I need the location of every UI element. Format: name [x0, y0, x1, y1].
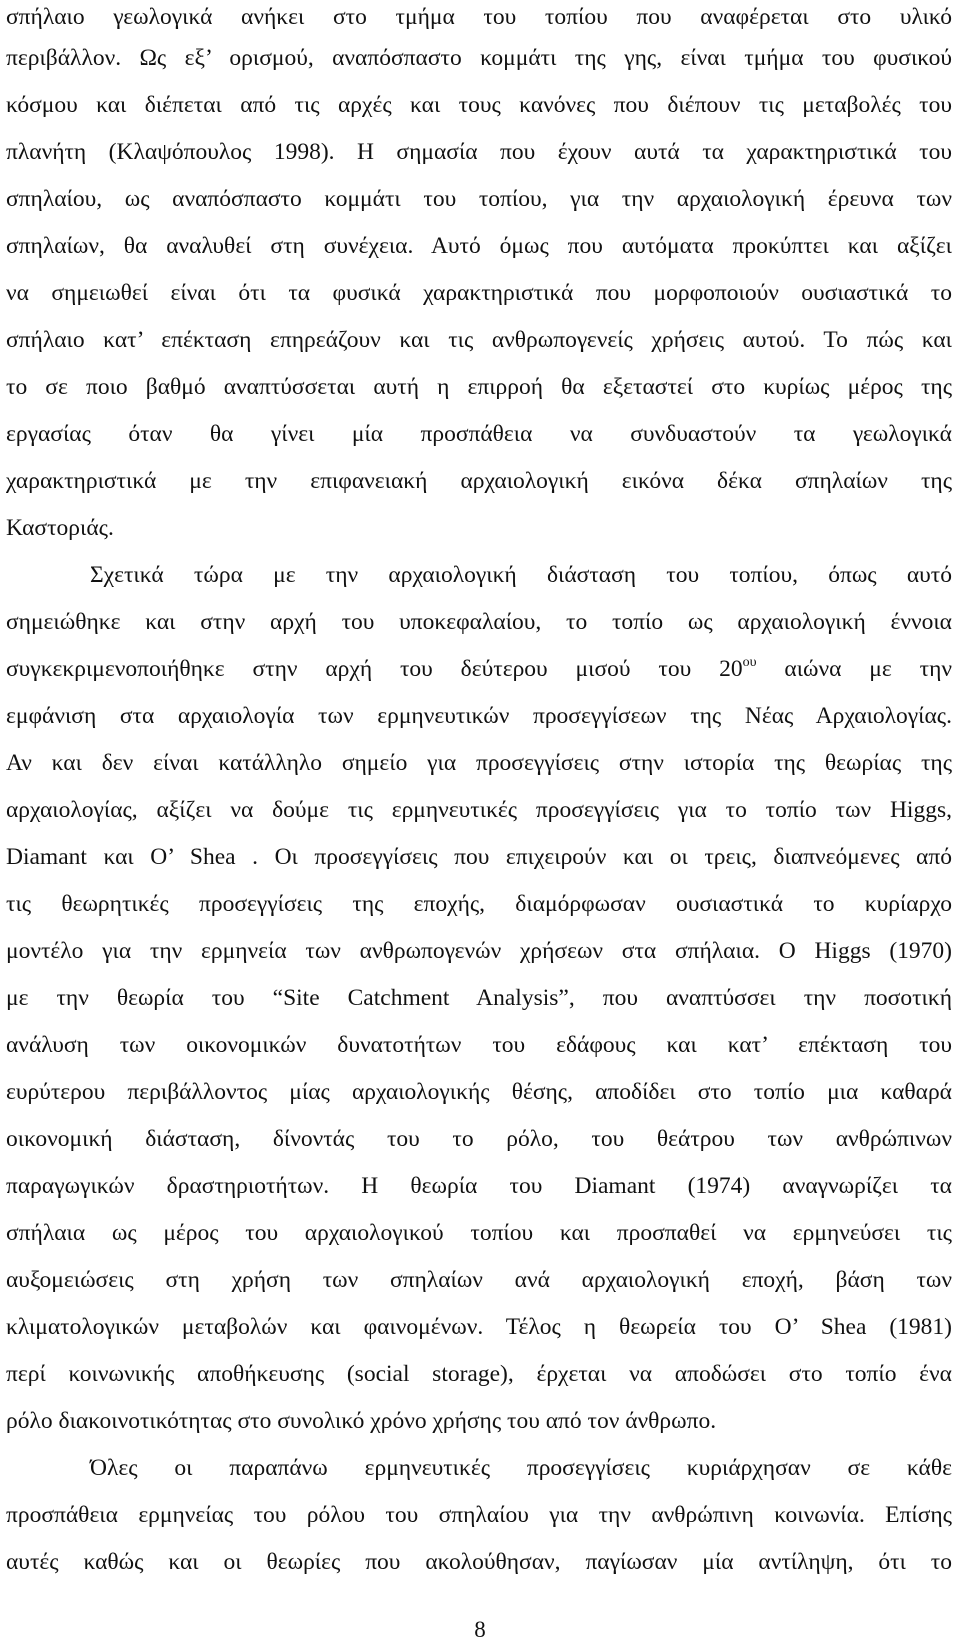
- text-line: πλανήτη (Κλαψόπουλος 1998). Η σημασία που έχουν αυτά τα χαρακτηριστικά του: [6, 139, 952, 165]
- text-line: περιβάλλον. Ως εξ’ ορισμού, αναπόσπαστο κομμάτι της γης, είναι τμήμα του φυσικού: [6, 45, 952, 71]
- text-line: αυξομειώσεις στη χρήση των σπηλαίων ανά αρχαιολογική εποχή, βάση των: [6, 1267, 952, 1293]
- text-line: αυτές καθώς και οι θεωρίες που ακολούθησαν, παγίωσαν μία αντίληψη, ότι το: [6, 1549, 952, 1575]
- paragraph-first-line: Σχετικά τώρα με την αρχαιολογική διάσταση του τοπίου, όπως αυτό: [90, 562, 952, 588]
- text-line: σπηλαίων, θα αναλυθεί στη συνέχεια. Αυτό όμως που αυτόματα προκύπτει και αξίζει: [6, 233, 952, 259]
- text-line: χαρακτηριστικά με την επιφανειακή αρχαιολογική εικόνα δέκα σπηλαίων της: [6, 468, 952, 494]
- text-line: με την θεωρία του “Site Catchment Analysis”, που αναπτύσσει την ποσοτική: [6, 985, 952, 1011]
- text-line: σπήλαια ως μέρος του αρχαιολογικού τοπίου και προσπαθεί να ερμηνεύσει τις: [6, 1220, 952, 1246]
- text-line: Καστοριάς.: [6, 515, 114, 541]
- text-line: παραγωγικών δραστηριοτήτων. Η θεωρία του Diamant (1974) αναγνωρίζει τα: [6, 1173, 952, 1199]
- page-number: 8: [474, 1617, 486, 1642]
- text-line-with-superscript: [6, 654, 952, 684]
- text-line: σπηλαίου, ως αναπόσπαστο κομμάτι του τοπίου, για την αρχαιολογική έρευνα των: [6, 186, 952, 212]
- text-line: να σημειωθεί είναι ότι τα φυσικά χαρακτηριστικά που μορφοποιούν ουσιαστικά το: [6, 280, 952, 306]
- text-line: Αν και δεν είναι κατάλληλο σημείο για προσεγγίσεις στην ιστορία της θεωρίας της: [6, 750, 952, 776]
- text-line: τις θεωρητικές προσεγγίσεις της εποχής, διαμόρφωσαν ουσιαστικά το κυρίαρχο: [6, 891, 952, 917]
- line-text: αιώνα με την: [784, 656, 953, 682]
- text-line: κλιματολογικών μεταβολών και φαινομένων. Τέλος η θεωρεία του Ο’ Shea (1981): [6, 1314, 952, 1340]
- text-line: σπήλαιο κατ’ επέκταση επηρεάζουν και τις ανθρωπογενείς χρήσεις αυτού. Το πώς και: [6, 327, 952, 353]
- text-line: εμφάνιση στα αρχαιολογία των ερμηνευτικών προσεγγίσεων της Νέας Αρχαιολογίας.: [6, 703, 952, 729]
- text-line: εργασίας όταν θα γίνει μία προσπάθεια να συνδυαστούν τα γεωλογικά: [6, 421, 952, 447]
- text-line: σημειώθηκε και στην αρχή του υποκεφαλαίου, το τοπίο ως αρχαιολογική έννοια: [6, 609, 952, 635]
- text-line: ευρύτερου περιβάλλοντος μίας αρχαιολογικής θέσης, αποδίδει στο τοπίο μια καθαρά: [6, 1079, 952, 1105]
- line-text: συγκεκριμενοποιήθηκε στην αρχή του δεύτερου μισού του 20: [6, 656, 743, 682]
- text-line: οικονομική διάσταση, δίνοντάς του το ρόλο, του θεάτρου των ανθρώπινων: [6, 1126, 952, 1152]
- text-line: κόσμου και διέπεται από τις αρχές και τους κανόνες που διέπουν τις μεταβολές του: [6, 92, 952, 118]
- text-line: ρόλο διακοινοτικότητας στο συνολικό χρόνο χρήσης του από τον άνθρωπο.: [6, 1408, 717, 1434]
- text-line: μοντέλο για την ερμηνεία των ανθρωπογενών χρήσεων στα σπήλαια. Ο Higgs (1970): [6, 938, 952, 964]
- text-line: το σε ποιο βαθμό αναπτύσσεται αυτή η επιρροή θα εξεταστεί στο κυρίως μέρος της: [6, 374, 952, 400]
- ordinal-superscript: ου: [742, 655, 757, 670]
- text-line: σπήλαιο γεωλογικά ανήκει στο τμήμα του τοπίου που αναφέρεται στο υλικό: [6, 4, 952, 30]
- text-line: προσπάθεια ερμηνείας του ρόλου του σπηλαίου για την ανθρώπινη κοινωνία. Επίσης: [6, 1502, 952, 1528]
- text-line: περί κοινωνικής αποθήκευσης (social storage), έρχεται να αποδώσει στο τοπίο ένα: [6, 1361, 952, 1387]
- text-line: ανάλυση των οικονομικών δυνατοτήτων του εδάφους και κατ’ επέκταση του: [6, 1032, 952, 1058]
- text-line: Diamant και Ο’ Shea . Οι προσεγγίσεις που επιχειρούν και οι τρεις, διαπνεόμενες από: [6, 844, 952, 870]
- text-line: αρχαιολογίας, αξίζει να δούμε τις ερμηνευτικές προσεγγίσεις για το τοπίο των Higgs,: [6, 797, 952, 823]
- paragraph-first-line: Όλες οι παραπάνω ερμηνευτικές προσεγγίσεις κυριάρχησαν σε κάθε: [90, 1455, 952, 1481]
